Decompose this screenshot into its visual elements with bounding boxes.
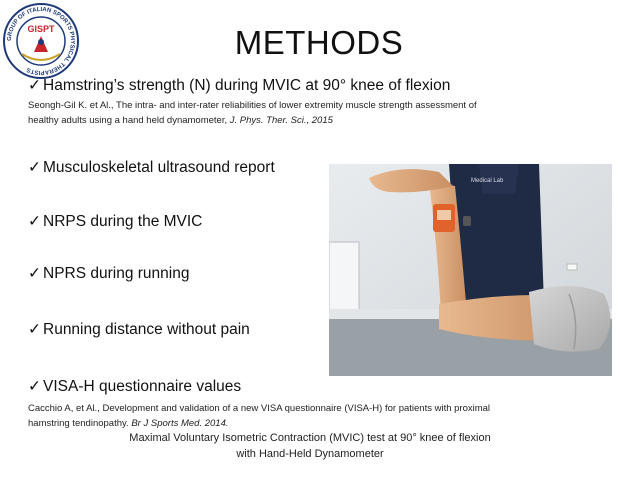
logo-ring-text: GROUP OF ITALIAN SPORTS PHYSICAL THERAPISTS [6,6,76,76]
check-icon: ✓ [28,77,41,94]
bullet-nprs-running [28,264,189,283]
bullet-text: Musculoskeletal ultrasound report [43,159,275,176]
reference-2-line1: Cacchio A, et Al., Development and validation of a new VISA questionnaire (VISA-H) for patients with proximal [28,403,491,414]
reference-1-journal: J. Phys. Ther. Sci., 2015 [229,115,333,126]
bullet-text: NRPS during the MVIC [43,213,203,230]
bullet-text: NPRS during running [43,265,190,282]
logo-initials: GISPT [27,24,55,34]
mvic-test-photo [329,164,612,376]
reference-2-line2: hamstring tendinopathy. [28,418,132,429]
mvic-test-illustration [329,164,612,376]
check-icon: ✓ [28,265,41,282]
bullet-running-distance [28,320,250,339]
reference-1-line1: Seongh-Gil K. et Al., The intra- and inter-rater reliabilities of lower extremity muscle strength assessment of [28,100,477,111]
check-icon: ✓ [28,213,41,230]
reference-2-journal: Br J Sports Med. 2014. [131,418,229,429]
reference-1-line2: healthy adults using a hand held dynamometer, [28,115,230,126]
slide-title: METHODS [234,24,404,61]
reference-2 [28,401,603,431]
reference-1 [28,98,603,128]
bullet-hamstring-strength [28,76,450,95]
check-icon: ✓ [28,378,41,395]
caption-line1: Maximal Voluntary Isometric Contraction (MVIC) test at 90° knee of flexion [129,432,491,444]
caption-line2: with Hand-Held Dynamometer [236,448,384,460]
check-icon: ✓ [28,159,41,176]
bullet-ultrasound [28,158,275,177]
photo-caption [60,430,560,462]
bullet-text: Hamstring’s strength (N) during MVIC at 90° knee of flexion [43,77,451,94]
bullet-nrps-mvic [28,212,202,231]
shirt-logo-text: Medical Lab [471,178,504,184]
check-icon: ✓ [28,321,41,338]
bullet-text: VISA-H questionnaire values [43,378,242,395]
bullet-visa-h [28,377,241,396]
bullet-text: Running distance without pain [43,321,250,338]
